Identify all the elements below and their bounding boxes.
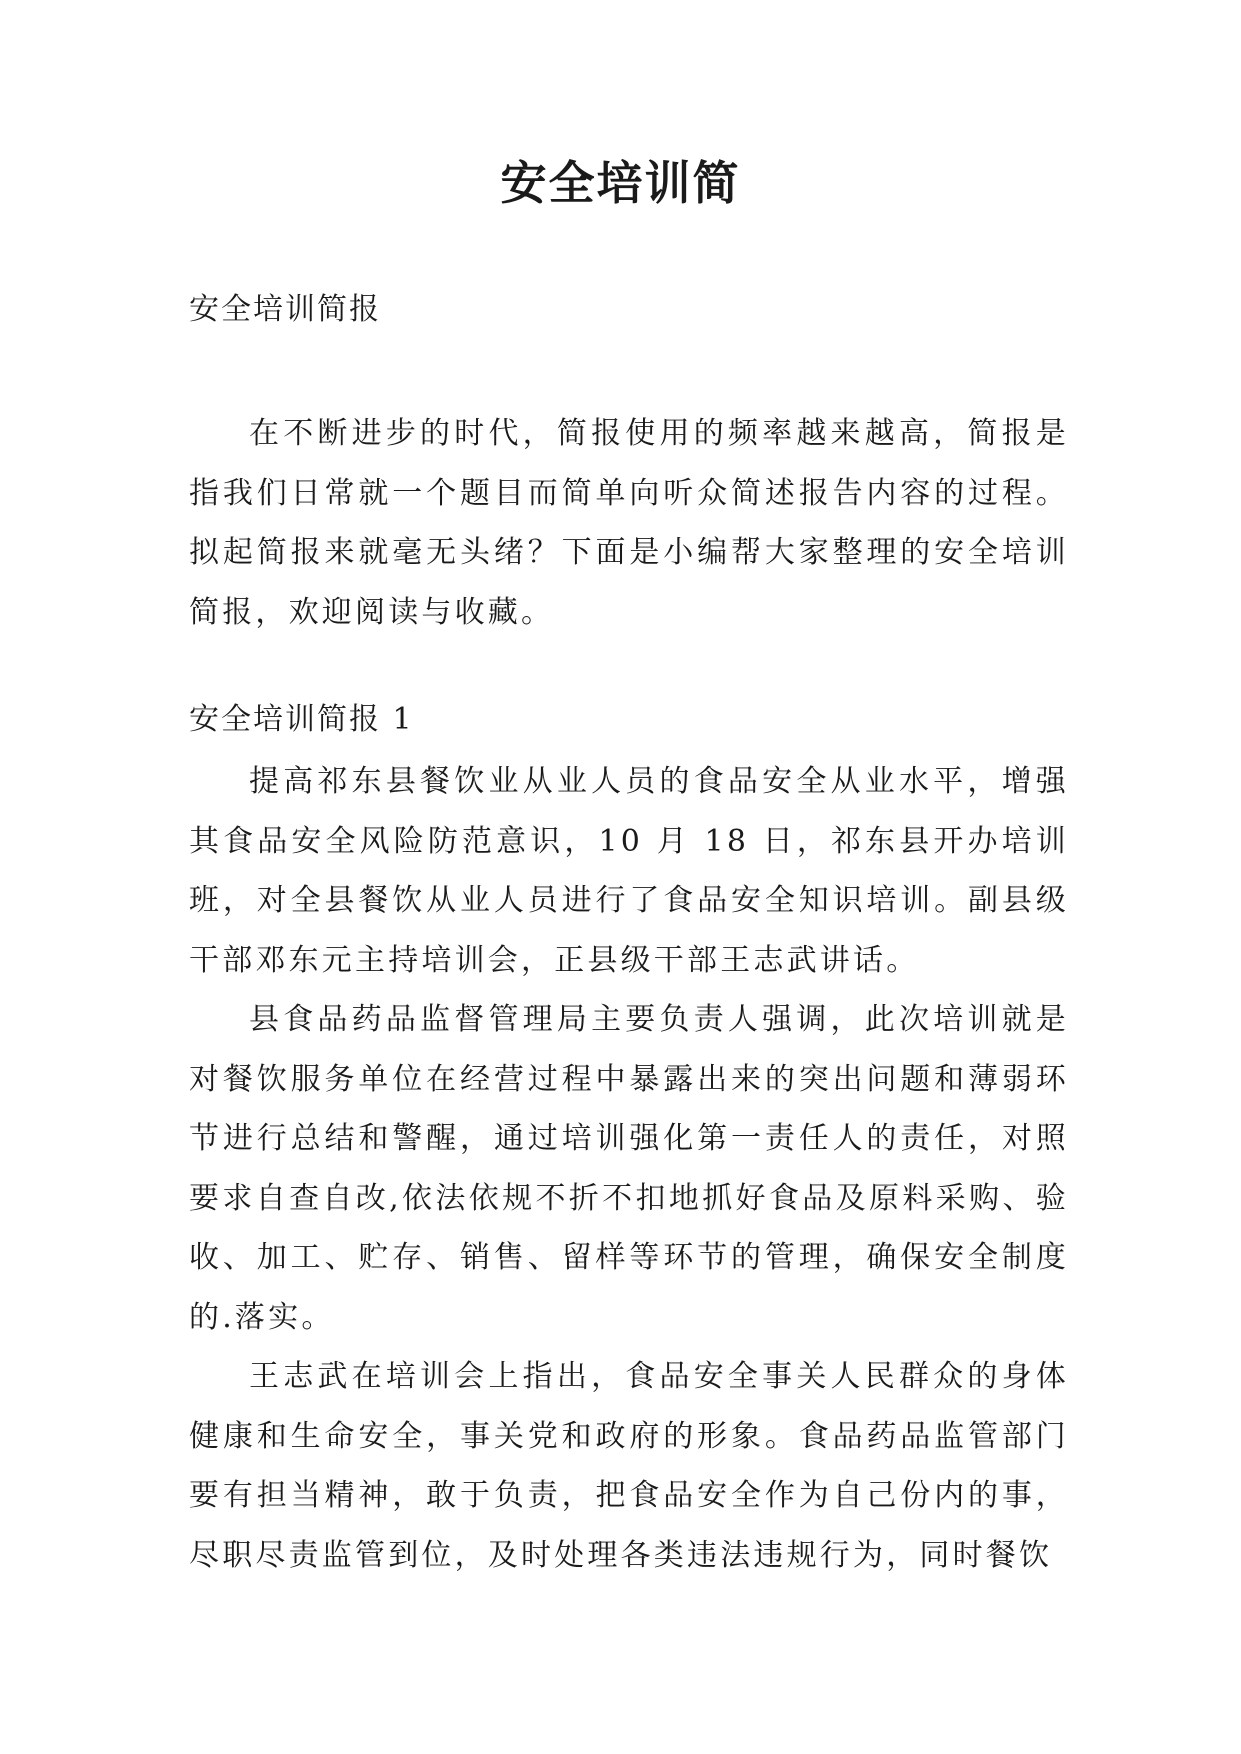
section-paragraph-2: 县食品药品监督管理局主要负责人强调，此次培训就是对餐饮服务单位在经营过程中暴露出来的突出问题和薄弱环节进行总结和警醒，通过培训强化第一责任人的责任，对照要求自查自改,依法依规不折不扣地抓好食品及原料采购、验收、加工、贮存、销售、留样等环节的管理，确保安全制度的.落实。 <box>189 1002 1069 1335</box>
section-paragraph-1: 提高祁东县餐饮业从业人员的食品安全从业水平，增强其食品安全风险防范意识，10 月 18 日，祁东县开办培训班，对全县餐饮从业人员进行了食品安全知识培训。副县级干部邓东元主持培训会，正县级干部王志武讲话。 <box>189 764 1069 978</box>
section-heading: 安全培训简报 1 <box>189 702 414 737</box>
page-title: 安全培训简 <box>500 156 741 210</box>
intro-section <box>189 404 1069 642</box>
section-body <box>189 752 1069 1585</box>
intro-paragraph: 在不断进步的时代，简报使用的频率越来越高，简报是指我们日常就一个题目而简单向听众简述报告内容的过程。拟起简报来就毫无头绪？下面是小编帮大家整理的安全培训简报，欢迎阅读与收藏。 <box>189 416 1069 630</box>
section-paragraph-3: 王志武在培训会上指出，食品安全事关人民群众的身体健康和生命安全，事关党和政府的形象。食品药品监管部门要有担当精神，敢于负责，把食品安全作为自己份内的事，尽职尽责监管到位，及时处理各类违法违规行为，同时餐饮 <box>189 1359 1069 1573</box>
document-subtitle: 安全培训简报 <box>189 292 381 327</box>
